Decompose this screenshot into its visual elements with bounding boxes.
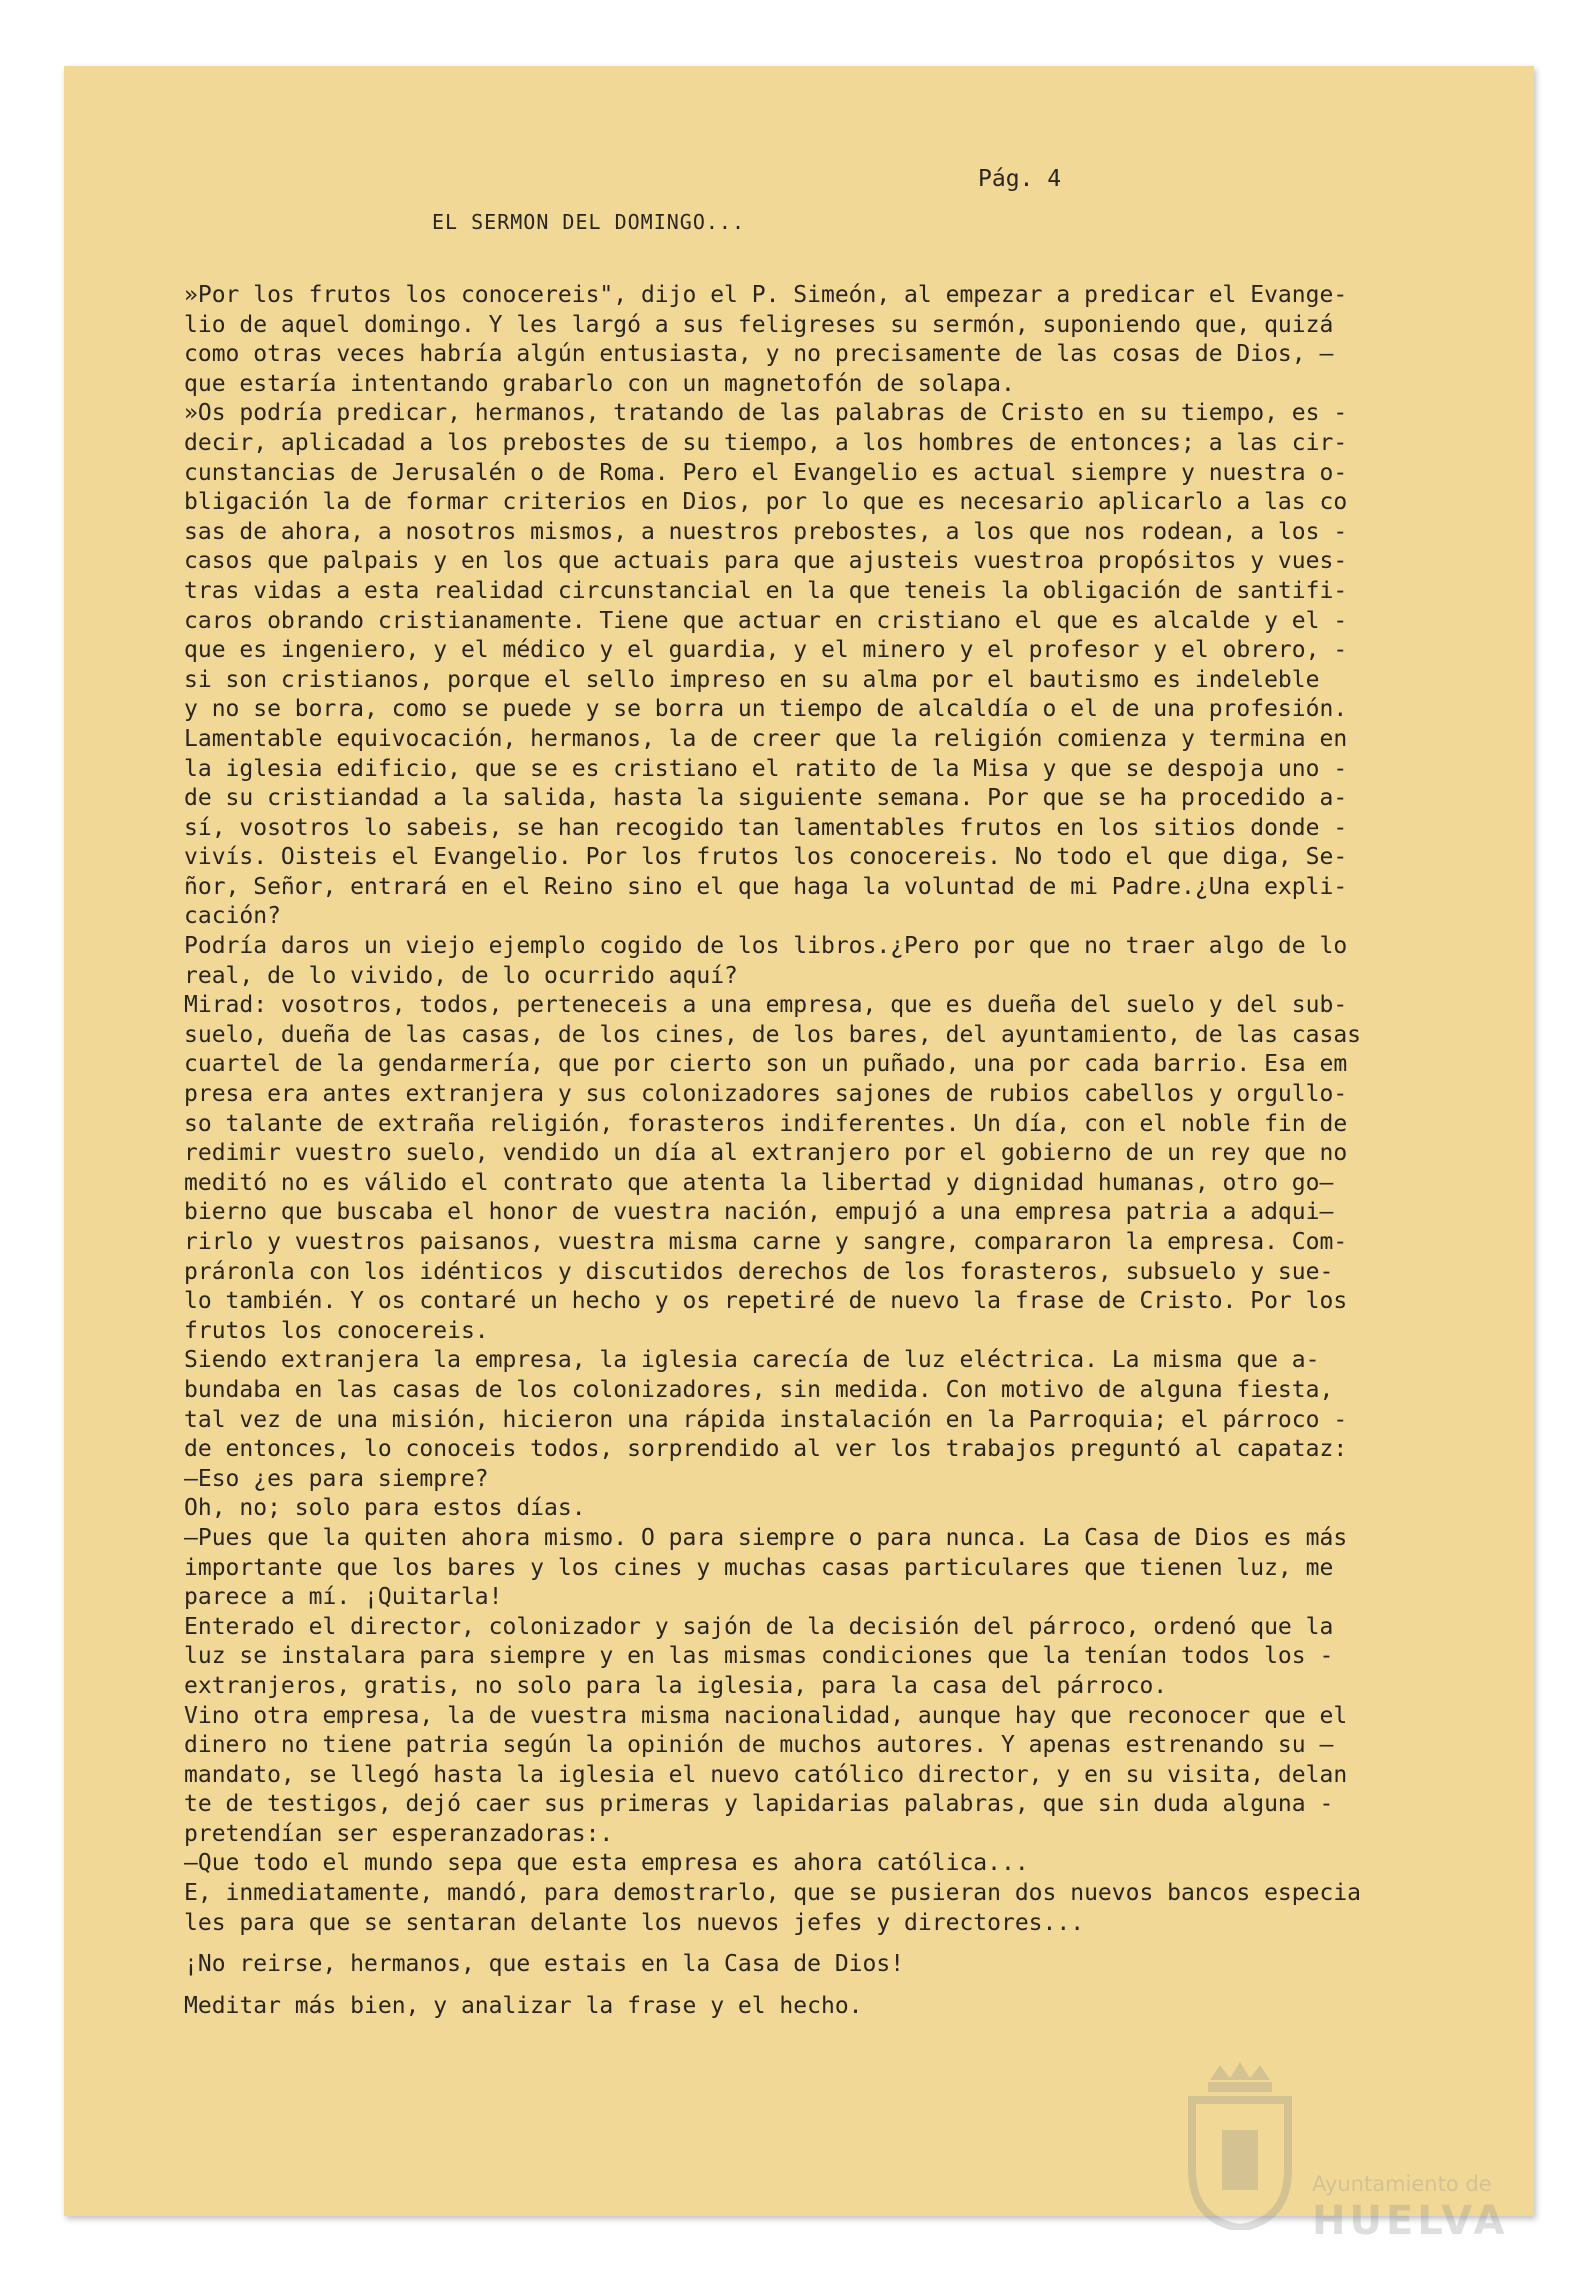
text-line: les para que se sentaran delante los nuevos jefes y directores... (184, 1909, 1085, 1936)
page-number: Pág. 4 (978, 166, 1062, 192)
text-line: decir, aplicadad a los prebostes de su tiempo, a los hombres de entonces; a las cir- (184, 429, 1348, 456)
text-line: bundaba en las casas de los colonizadores, sin medida. Con motivo de alguna fiesta, (184, 1376, 1334, 1403)
text-line: importante que los bares y los cines y muchas casas particulares que tienen luz, me (184, 1554, 1334, 1581)
text-line: parece a mí. ¡Quitarla! (184, 1584, 503, 1611)
text-line: Siendo extranjera la empresa, la iglesia carecía de luz eléctrica. La misma que a- (184, 1347, 1320, 1374)
text-line: mandato, se llegó hasta la iglesia el nuevo católico director, y en su visita, delan (184, 1761, 1348, 1788)
text-line: que estaría intentando grabarlo con un magnetofón de solapa. (184, 370, 1015, 397)
watermark-line2: HUELVA (1312, 2198, 1509, 2244)
text-line: cación? (184, 903, 281, 930)
text-line: casos que palpais y en los que actuais para que ajusteis vuestroa propósitos y vues- (184, 548, 1348, 575)
text-line: Mirad: vosotros, todos, perteneceis a una empresa, que es dueña del suelo y del sub- (184, 992, 1348, 1019)
text-line: como otras veces habría algún entusiasta, y no precisamente de las cosas de Dios, — (184, 341, 1334, 368)
text-line: —Pues que la quiten ahora mismo. O para siempre o para nunca. La Casa de Dios es más (184, 1524, 1348, 1551)
text-line: »Os podría predicar, hermanos, tratando de las palabras de Cristo en su tiempo, es - (184, 400, 1348, 427)
text-line: »Por los frutos los conocereis", dijo el P. Simeón, al empezar a predicar el Evange- (184, 282, 1348, 308)
text-line: la iglesia edificio, que se es cristiano el ratito de la Misa y que se despoja uno - (184, 755, 1348, 782)
paragraph-gap (184, 1980, 1414, 1992)
text-line: tras vidas a esta realidad circunstancial en la que teneis la obligación de santifi- (184, 577, 1348, 604)
text-line: —Eso ¿es para siempre? (184, 1465, 489, 1492)
text-line: ñor, Señor, entrará en el Reino sino el que haga la voluntad de mi Padre.¿Una expli- (184, 873, 1348, 900)
closing-line: Meditar más bien, y analizar la frase y el hecho. (184, 1992, 863, 2019)
ayuntamiento-watermark (1180, 2060, 1540, 2244)
text-line: meditó no es válido el contrato que atenta la libertad y dignidad humanas, otro go— (184, 1169, 1334, 1196)
text-line: práronla con los idénticos y discutidos derechos de los forasteros, subsuelo y sue- (184, 1258, 1334, 1285)
text-line: redimir vuestro suelo, vendido un día al extranjero por el gobierno de un rey que no (184, 1140, 1348, 1167)
text-line: Vino otra empresa, la de vuestra misma nacionalidad, aunque hay que reconocer que el (184, 1702, 1348, 1729)
text-line: lo también. Y os contaré un hecho y os repetiré de nuevo la frase de Cristo. Por los (184, 1288, 1348, 1315)
text-line: pretendían ser esperanzadoras:. (184, 1820, 614, 1847)
text-line: sí, vosotros lo sabeis, se han recogido tan lamentables frutos en los sitios donde - (184, 814, 1348, 841)
text-line: Podría daros un viejo ejemplo cogido de los libros.¿Pero por que no traer algo de lo (184, 933, 1348, 960)
paragraph-gap (184, 1938, 1414, 1950)
text-line: tal vez de una misión, hicieron una rápida instalación en la Parroquia; el párroco - (184, 1406, 1348, 1433)
text-line: lio de aquel domingo. Y les largó a sus feligreses su sermón, suponiendo que, quizá (184, 311, 1334, 338)
watermark-line1: Ayuntamiento de (1312, 2172, 1492, 2196)
text-line: de entonces, lo conoceis todos, sorprendido al ver los trabajos preguntó al capataz: (184, 1436, 1348, 1463)
coat-of-arms-icon (1180, 2060, 1300, 2230)
text-line: sas de ahora, a nosotros mismos, a nuestros prebostes, a los que nos rodean, a los - (184, 518, 1348, 545)
text-line: dinero no tiene patria según la opinión de muchos autores. Y apenas estrenando su — (184, 1732, 1334, 1759)
text-line: te de testigos, dejó caer sus primeras y lapidarias palabras, que sin duda alguna - (184, 1791, 1334, 1818)
text-line: E, inmediatamente, mandó, para demostrarlo, que se pusieran dos nuevos bancos especia (184, 1880, 1362, 1907)
text-line: real, de lo vivido, de lo ocurrido aquí? (184, 962, 738, 989)
text-line: so talante de extraña religión, forasteros indiferentes. Un día, con el noble fin de (184, 1110, 1348, 1137)
text-line: —Que todo el mundo sepa que esta empresa es ahora católica... (184, 1850, 1029, 1877)
text-line: caros obrando cristianamente. Tiene que actuar en cristiano el que es alcalde y el - (184, 607, 1348, 634)
sermon-body (184, 281, 1414, 2021)
text-line: si son cristianos, porque el sello impreso en su alma por el bautismo es indeleble (184, 666, 1320, 693)
text-line: cuartel de la gendarmería, que por cierto son un puñado, una por cada barrio. Esa em (184, 1051, 1348, 1078)
text-line: bligación la de formar criterios en Dios, por lo que es necesario aplicarlo a las co (184, 489, 1348, 516)
text-line: Oh, no; solo para estos días. (184, 1495, 586, 1522)
text-line: y no se borra, como se puede y se borra un tiempo de alcaldía o el de una profesión. (184, 696, 1348, 723)
text-line: cunstancias de Jerusalén o de Roma. Pero el Evangelio es actual siempre y nuestra o- (184, 459, 1348, 486)
text-line: frutos los conocereis. (184, 1317, 489, 1344)
closing-line: ¡No reirse, hermanos, que estais en la Casa de Dios! (184, 1951, 905, 1978)
text-line: extranjeros, gratis, no solo para la iglesia, para la casa del párroco. (184, 1672, 1168, 1699)
text-line: bierno que buscaba el honor de vuestra nación, empujó a una empresa patria a adqui— (184, 1199, 1334, 1226)
text-line: que es ingeniero, y el médico y el guardia, y el minero y el profesor y el obrero, - (184, 637, 1348, 664)
text-line: Lamentable equivocación, hermanos, la de creer que la religión comienza y termina en (184, 725, 1348, 752)
text-line: rirlo y vuestros paisanos, vuestra misma carne y sangre, compararon la empresa. Com- (184, 1229, 1348, 1255)
document-title: EL SERMON DEL DOMINGO... (432, 210, 745, 234)
text-line: luz se instalara para siempre y en las mismas condiciones que la tenían todos los - (184, 1643, 1334, 1670)
text-line: Enterado el director, colonizador y sajón de la decisión del párroco, ordenó que la (184, 1613, 1334, 1640)
text-line: de su cristiandad a la salida, hasta la siguiente semana. Por que se ha procedido a- (184, 785, 1348, 812)
text-line: vivís. Oisteis el Evangelio. Por los frutos los conocereis. No todo el que diga, Se- (184, 844, 1348, 871)
text-line: presa era antes extranjera y sus colonizadores sajones de rubios cabellos y orgullo- (184, 1081, 1348, 1108)
text-line: suelo, dueña de las casas, de los cines, de los bares, del ayuntamiento, de las casas (184, 1021, 1362, 1048)
